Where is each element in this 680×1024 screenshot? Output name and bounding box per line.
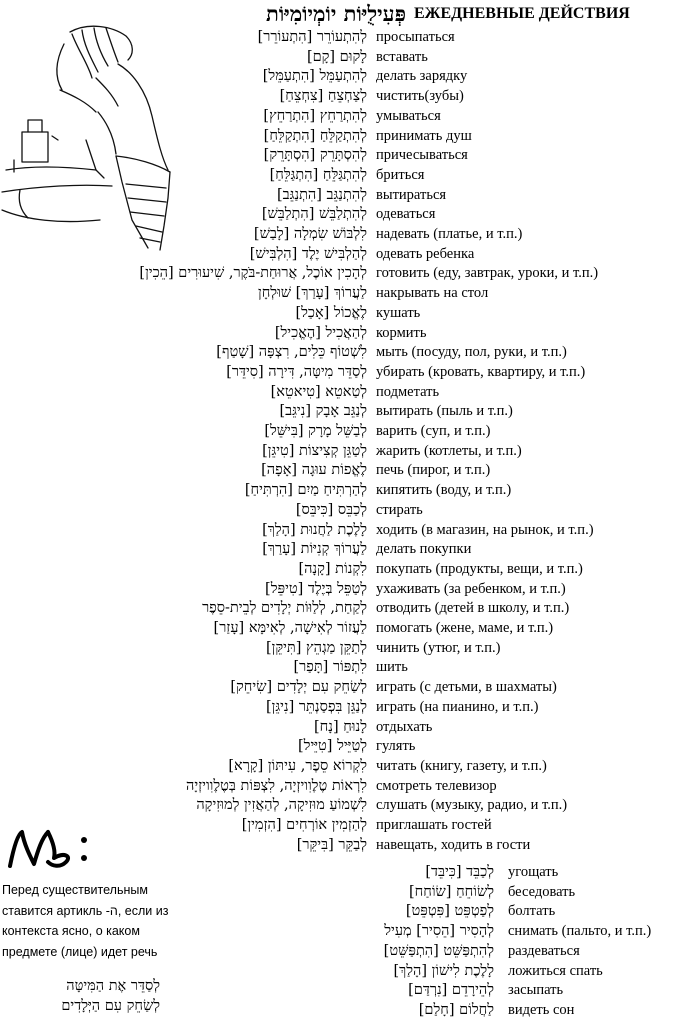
hebrew-verb: לְנַגֵּן בִּפְסַנְתֵּר [נִיגֵּן]	[265, 698, 367, 715]
vocabulary-row	[0, 401, 513, 421]
hebrew-verb: לָלֶכֶת לַחֲנוּת [הָלַךְ]	[262, 521, 367, 538]
vocabulary-row	[0, 795, 568, 815]
hebrew-verb: לְהַאֲכִיל [הֶאֱכִיל]	[274, 324, 367, 341]
vocabulary-row	[0, 145, 468, 165]
russian-translation: раздеваться	[508, 942, 580, 959]
russian-translation: надевать (платье, и т.п.)	[376, 226, 523, 242]
hebrew-verb: לִשְׁטוֹף כֵּלִים, רִצְפָּה [שָׁטַף]	[216, 344, 367, 361]
russian-translation: беседовать	[508, 883, 576, 900]
hebrew-verb: לְבַשֵּׁל מָרָק [בִּישֵּׁל]	[264, 423, 367, 439]
hebrew-verb: לְשַׂחֵק עִם יְלָדִים [שִׂיחֵק]	[230, 679, 367, 696]
hebrew-verb: לְכַבֵּד [כִּיבֵּד]	[425, 864, 494, 880]
hebrew-verb: לְהִתְפַּשֵּׁט [הִתְפַּשֵּׁט]	[383, 942, 494, 959]
hebrew-verb: לִרְאוֹת טֶלֶוִויזְיָה, לִצְפּוֹת בְּטֶלֶוִויזְיָה	[185, 777, 367, 794]
russian-translation: кормить	[376, 324, 427, 341]
hebrew-verb: לְהָסִיר [הֵסִיר] מְעִיל	[384, 923, 494, 940]
vocabulary-row	[0, 480, 512, 500]
russian-translation: вытираться	[376, 186, 447, 203]
vocabulary-row	[0, 185, 447, 205]
russian-translation: ухаживать (за ребенком, и т.п.)	[376, 580, 566, 597]
hebrew-verb: לְהִתְעוֹרֵר [הִתְעוֹרֵר]	[257, 29, 367, 45]
vocabulary-row	[250, 961, 603, 981]
russian-translation: помогать (жене, маме, и т.п.)	[376, 620, 554, 636]
russian-translation: делать зарядку	[376, 68, 468, 85]
russian-translation: чинить (утюг, и т.п.)	[376, 639, 501, 656]
russian-translation: умываться	[376, 107, 441, 124]
russian-translation: принимать душ	[376, 127, 472, 144]
hebrew-verb: לִקְרוֹא סֵפֶר, עִיתּוֹן [קָרָא]	[228, 757, 367, 774]
hebrew-verb: לְקַחַת, לְלַוּוֹת יְלָדִים לְבֵית-סֵפֶר	[202, 600, 367, 617]
vocabulary-row	[250, 901, 556, 921]
hebrew-verb: לַעֲזוֹר לְאִישָׁה, לְאִימָּא [עָזַר]	[213, 620, 367, 636]
russian-translation: гулять	[376, 738, 416, 755]
hebrew-verb: לִקְנוֹת [קָנָה]	[298, 560, 367, 577]
vocabulary-row	[0, 382, 440, 402]
russian-translation: вытирать (пыль и т.п.)	[376, 403, 513, 420]
hebrew-verb: לְסַדֵּר מִיטָּה, דִּירָה [סִידֵּר]	[226, 363, 367, 380]
hebrew-verb: לְהִתְגַּלֵּחַ [הִתְגַּלֵּחַ]	[269, 166, 367, 183]
hebrew-verb: לְכַבֵּס [כִּיבֵּס]	[295, 501, 367, 518]
russian-translation: слушать (музыку, радио, и т.п.)	[376, 797, 568, 814]
hebrew-verb: לַעֲרוֹךְ קְנִיּוֹת [עָרַךְ]	[262, 541, 367, 558]
vocabulary-row	[250, 921, 652, 941]
hebrew-verb: לְנַגֵּב אָבָק [נִיגֵּב]	[279, 403, 367, 420]
hebrew-verb: לְשׂוֹחֵחַ [שׂוֹחַח]	[409, 883, 494, 900]
hebrew-verb: לְהָכִין אוֹכֶל, אֲרוּחַת-בֹּקֶר, שִׁיעוּרִים [הֵכִין]	[139, 265, 367, 282]
vocabulary-row	[0, 421, 491, 441]
hebrew-verb: לְהַרְתִּיחַ מַיִם [הִרְתִּיחַ]	[244, 482, 367, 499]
russian-translation: мыть (посуду, пол, руки, и т.п.)	[376, 344, 567, 361]
vocabulary-row	[250, 941, 580, 961]
russian-translation: приглашать гостей	[376, 817, 492, 833]
vocabulary-row	[0, 756, 547, 776]
vocabulary-row	[250, 1000, 575, 1020]
vocabulary-row	[0, 283, 489, 303]
vocabulary-row	[0, 204, 436, 224]
hebrew-verb: לִשְׁמוֹעַ מוּזִיקָה, לְהַאֲזִין לְמוּזִיקָה	[196, 797, 367, 814]
russian-translation: причесываться	[376, 147, 468, 164]
hebrew-verb: לְפַטְפֵּט [פִּטְפֵּט]	[405, 903, 494, 920]
hebrew-verb: לְטַפֵּל בְּיֶלֶד [טִיפֵּל]	[265, 580, 367, 597]
russian-translation: угощать	[508, 864, 559, 880]
vocabulary-row	[250, 862, 559, 882]
note-example: לְשַׂחֵק עִם הַיְּלָדִים	[61, 998, 160, 1014]
vocabulary-row	[0, 27, 455, 47]
russian-translation: накрывать на стол	[376, 285, 489, 302]
vocabulary-row	[0, 263, 599, 283]
russian-translation: просыпаться	[376, 29, 455, 45]
russian-translation: засыпать	[508, 982, 564, 999]
russian-translation: чистить(зубы)	[376, 88, 464, 105]
russian-translation: варить (суп, и т.п.)	[376, 423, 491, 439]
hebrew-verb: לְטַיֵּיל [טִיֵּיל]	[298, 738, 367, 755]
note-example: לְסַדֵּר אֶת הַמִּיטָּה	[66, 978, 160, 994]
russian-translation: покупать (продукты, вещи, и т.п.)	[376, 560, 583, 577]
russian-translation: навещать, ходить в гости	[376, 836, 531, 853]
vocabulary-row	[0, 618, 554, 638]
russian-translation: убирать (кровать, квартиру, и т.п.)	[376, 363, 586, 380]
hebrew-verb: לִלְבּוֹשׁ שִׂמְלָה [לָבַשׁ]	[253, 226, 367, 242]
note-examples	[0, 976, 160, 1016]
hebrew-verb: לְהֵירָדֵם [נִרְדַּם]	[408, 982, 494, 999]
vocabulary-row	[250, 882, 576, 902]
hebrew-verb: לֶאֱכוֹל [אָכַל]	[295, 304, 367, 321]
nota-bene-handwritten-mark	[4, 826, 94, 872]
hebrew-verb: לְהִתְנַגֵּב [הִתְנַגֵּב]	[276, 186, 367, 203]
russian-translation: подметать	[376, 383, 440, 400]
russian-translation: стирать	[376, 501, 423, 518]
russian-translation: играть (с детьми, в шахматы)	[376, 679, 557, 696]
vocabulary-row	[0, 303, 421, 323]
hebrew-verb: לְהִתְעַמֵּל [הִתְעַמֵּל]	[262, 68, 367, 85]
vocabulary-row	[0, 500, 423, 520]
russian-translation: одеваться	[376, 206, 436, 223]
note-line: ставится артикль -ה, если из	[2, 903, 169, 918]
russian-translation: ходить (в магазин, на рынок, и т.п.)	[376, 521, 594, 538]
vocabulary-row	[0, 598, 570, 618]
vocabulary-row	[0, 244, 475, 264]
hebrew-verb: לְהִתְקַלֵּחַ [הִתְקַלֵּחַ]	[263, 127, 367, 144]
vocabulary-row	[0, 539, 472, 559]
vocabulary-row	[0, 362, 586, 382]
vocabulary-row	[0, 697, 539, 717]
hebrew-verb: לְהִתְלַבֵּשׁ [הִתְלַבֵּשׁ]	[261, 206, 367, 223]
russian-translation: готовить (еду, завтрак, уроки, и т.п.)	[376, 265, 599, 282]
hebrew-verb: לָלֶכֶת לִישׁוֹן [הָלַךְ]	[393, 962, 494, 979]
hebrew-verb: לְטַגֵּן קְצִיצוֹת [טִיגֵּן]	[262, 442, 367, 459]
hebrew-verb: לְהַזְמִין אוֹרְחִים [הִזְמִין]	[241, 817, 367, 833]
vocabulary-row	[0, 126, 472, 146]
vocabulary-row	[0, 717, 433, 737]
vocabulary-row	[0, 460, 491, 480]
vocabulary-row	[0, 342, 567, 362]
vocabulary-row	[0, 165, 425, 185]
russian-translation: жарить (котлеты, и т.п.)	[376, 442, 522, 459]
russian-translation: играть (на пианино, и т.п.)	[376, 698, 539, 715]
vocabulary-row	[0, 441, 522, 461]
russian-translation: снимать (пальто, и т.п.)	[508, 923, 652, 940]
hebrew-verb: לָנוּחַ [נָח]	[313, 718, 367, 735]
hebrew-verb: לַעֲרוֹךְ [עָרַךְ] שׁוּלְחָן	[258, 285, 367, 302]
vocabulary-row	[0, 579, 566, 599]
vocabulary-row	[0, 736, 416, 756]
russian-translation: кушать	[376, 304, 421, 321]
vocabulary-row	[0, 66, 468, 86]
russian-translation: шить	[376, 659, 408, 676]
russian-translation: бриться	[376, 166, 425, 183]
vocabulary-row	[0, 776, 497, 796]
hebrew-verb: לֶאֱפוֹת עוּגָה [אָפָה]	[261, 462, 367, 479]
vocabulary-row	[0, 559, 583, 579]
russian-translation: видеть сон	[508, 1001, 575, 1018]
page-title-russian: ЕЖЕДНЕВНЫЕ ДЕЙСТВИЯ	[414, 5, 630, 22]
hebrew-verb: לְהִתְרַחֵץ [הִתְרַחֵץ]	[263, 107, 367, 124]
russian-translation: делать покупки	[376, 541, 472, 558]
hebrew-verb: לְצַחְצֵחַ [צִחְצֵחַ]	[279, 88, 367, 105]
russian-translation: болтать	[508, 903, 556, 920]
vocabulary-row	[0, 657, 408, 677]
note-line: предмете (лице) идет речь	[2, 944, 158, 959]
vocabulary-row	[0, 677, 557, 697]
vocabulary-row	[0, 47, 428, 67]
hebrew-verb: לְטַאטֵא [טִיאטֵא]	[270, 383, 367, 400]
vocabulary-row	[0, 224, 523, 244]
hebrew-verb: לְהַלְבִּישׁ יֶלֶד [הִלְבִּישׁ]	[249, 245, 367, 262]
russian-translation: читать (книгу, газету, и т.п.)	[376, 757, 547, 774]
russian-translation: отводить (детей в школу, и т.п.)	[376, 600, 570, 617]
note-line: Перед существительным	[2, 883, 148, 897]
vocabulary-row	[0, 106, 441, 126]
hebrew-verb: לְתַקֵּן מַגְהֵץ [תִּיקֵּן]	[266, 639, 367, 656]
russian-translation: кипятить (воду, и т.п.)	[376, 482, 512, 499]
russian-translation: смотреть телевизор	[376, 777, 497, 794]
russian-translation: печь (пирог, и т.п.)	[376, 462, 491, 479]
vocabulary-row	[0, 323, 427, 343]
vocabulary-row	[0, 520, 594, 540]
hebrew-verb: לְהִסְתָּרֵק [הִסְתָּרֵק]	[263, 147, 367, 164]
russian-translation: отдыхать	[376, 718, 433, 735]
russian-translation: вставать	[376, 48, 428, 65]
vocabulary-row	[0, 86, 464, 106]
hebrew-verb: לִתְפּוֹר [תָּפַר]	[293, 659, 367, 676]
grammar-note	[2, 880, 232, 962]
russian-translation: ложиться спать	[508, 962, 603, 979]
vocabulary-row	[0, 638, 501, 658]
hebrew-verb: לְבַקֵּר [בִּיקֵּר]	[296, 836, 367, 853]
russian-translation: одевать ребенка	[376, 245, 475, 262]
page-title-hebrew: פְּעִילֻיּוֹת יוֹמְיוֹמִיּוֹת	[266, 1, 406, 26]
vocabulary-row	[250, 980, 564, 1000]
hebrew-verb: לַחֲלוֹם [חָלַם]	[418, 1001, 494, 1018]
hebrew-verb: לָקוּם [קָם]	[306, 48, 367, 65]
note-line: контекста ясно, о каком	[2, 924, 140, 938]
